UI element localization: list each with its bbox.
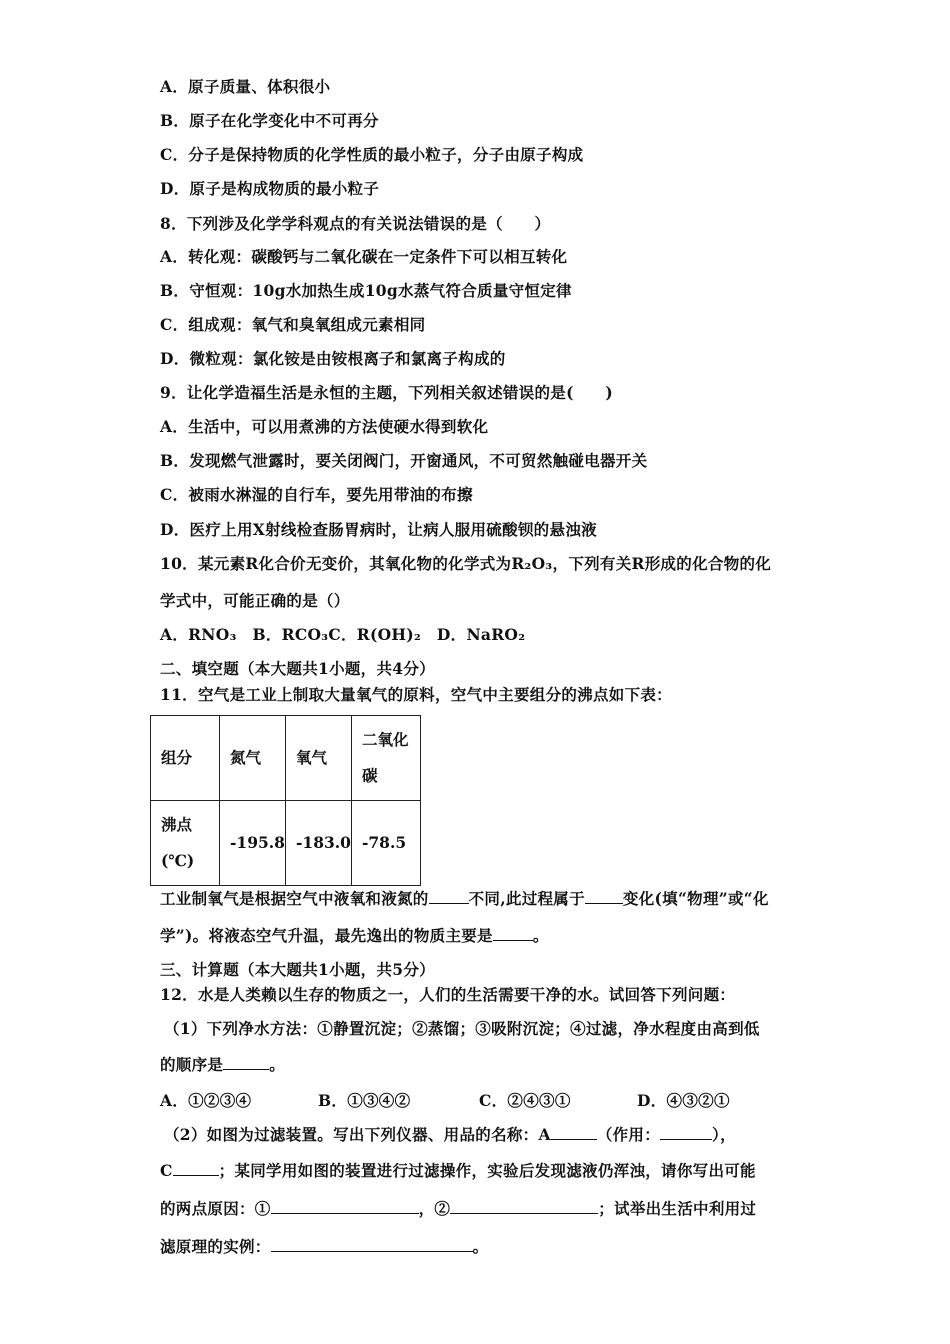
q8-option-d: D．微粒观：氯化铵是由铵根离子和氯离子构成的 [160, 349, 506, 368]
q12-stem: 12．水是人类赖以生存的物质之一，人们的生活需要干净的水。试回答下列问题： [160, 985, 736, 1004]
q12-text: 的顺序是 [160, 1055, 224, 1074]
answer-blank[interactable] [450, 1199, 598, 1214]
q12-text: 。 [472, 1237, 489, 1256]
q8-option-c: C．组成观：氧气和臭氧组成元素相同 [160, 315, 426, 334]
q8-option-a: A．转化观：碳酸钙与二氧化碳在一定条件下可以相互转化 [160, 247, 568, 266]
answer-blank[interactable] [660, 1125, 712, 1140]
q10-stem-line1: 10．某元素R化合价无变价，其氧化物的化学式为R₂O₃，下列有关R形成的化合物的化 [160, 554, 772, 573]
q12-part1-line1: （1）下列净水方法：①静置沉淀；②蒸馏；③吸附沉淀；④过滤，净水程度由高到低 [164, 1019, 760, 1038]
q11-text: 不同,此过程属于 [468, 889, 585, 908]
q11-text: 工业制氧气是根据空气中液氧和液氮的 [160, 889, 429, 908]
q12-option-c: C．②④③① [479, 1091, 571, 1110]
answer-blank[interactable] [271, 1199, 419, 1214]
q12-part1-line2 [160, 1055, 285, 1075]
answer-blank[interactable] [173, 1161, 219, 1176]
q11-line1 [160, 889, 769, 909]
q9-option-d: D．医疗上用X射线检查肠胃病时，让病人服用硫酸钡的悬浊液 [160, 520, 597, 539]
q12-text: ，② [418, 1199, 451, 1218]
table-cell: -195.8 [220, 801, 286, 886]
q12-text: 的两点原因：① [160, 1199, 271, 1218]
q12-option-b: B．①③④② [318, 1091, 411, 1110]
q11-text: 变化(填“物理”或“化 [622, 889, 769, 908]
q11-line2 [160, 926, 549, 946]
q12-text: ）， [712, 1125, 736, 1144]
section-fill-in: 二、填空题（本大题共1小题，共4分） [160, 659, 435, 678]
q12-text: C [160, 1161, 173, 1180]
q7-option-b: B．原子在化学变化中不可再分 [160, 111, 379, 130]
answer-blank[interactable] [493, 926, 533, 941]
answer-blank[interactable] [551, 1125, 597, 1140]
q12-option-d: D．④③②① [637, 1091, 730, 1110]
q12-text: 。 [269, 1055, 286, 1074]
q8-stem: 8．下列涉及化学学科观点的有关说法错误的是（ ） [160, 214, 551, 233]
q11-stem: 11．空气是工业上制取大量氧气的原料，空气中主要组分的沸点如下表： [160, 685, 672, 704]
q12-part1-options [160, 1091, 730, 1111]
section-calculation: 三、计算题（本大题共1小题，共5分） [160, 960, 435, 979]
table-header-row [151, 716, 421, 801]
q12-text: ；某同学用如图的装置进行过滤操作，实验后发现滤液仍浑浊，请你写出可能 [218, 1161, 756, 1180]
q12-part2-line3 [160, 1199, 756, 1219]
q9-option-b: B．发现燃气泄露时，要关闭阀门，开窗通风，不可贸然触碰电器开关 [160, 451, 648, 470]
answer-blank[interactable] [271, 1237, 473, 1252]
answer-blank[interactable] [223, 1055, 269, 1070]
q12-text: ；试举出生活中利用过 [598, 1199, 757, 1218]
table-header-cell: 组分 [151, 716, 220, 801]
table-cell: -78.5 [351, 801, 420, 886]
q12-part2-line2 [160, 1161, 756, 1181]
q10-stem-line2: 学式中，可能正确的是（） [160, 591, 350, 610]
q11-text: 。 [532, 926, 549, 945]
table-row-label: 沸点(℃) [151, 801, 220, 886]
table-cell: -183.0 [285, 801, 351, 886]
answer-blank[interactable] [429, 889, 469, 904]
q7-option-a: A．原子质量、体积很小 [160, 77, 331, 96]
q7-option-d: D．原子是构成物质的最小粒子 [160, 179, 380, 198]
q11-text: 学”)。将液态空气升温，最先逸出的物质主要是 [160, 926, 493, 945]
table-header-cell: 氧气 [285, 716, 351, 801]
table-header-cell: 氮气 [220, 716, 286, 801]
q7-option-c: C．分子是保持物质的化学性质的最小粒子，分子由原子构成 [160, 145, 584, 164]
answer-blank[interactable] [585, 889, 623, 904]
q9-stem: 9．让化学造福生活是永恒的主题，下列相关叙述错误的是( ) [160, 383, 613, 402]
q12-option-a: A．①②③④ [160, 1091, 252, 1110]
table-header-cell: 二氧化碳 [351, 716, 420, 801]
q12-text: （2）如图为过滤装置。写出下列仪器、用品的名称：A [164, 1125, 551, 1144]
q10-options: A．RNO₃ B．RCO₃C．R(OH)₂ D．NaRO₂ [160, 625, 526, 644]
q9-option-c: C．被雨水淋湿的自行车，要先用带油的布擦 [160, 485, 473, 504]
q12-text: 滤原理的实例： [160, 1237, 271, 1256]
boiling-point-table [150, 715, 421, 886]
table-row [151, 801, 421, 886]
q8-option-b: B．守恒观：10g水加热生成10g水蒸气符合质量守恒定律 [160, 281, 572, 300]
q12-text: （作用： [596, 1125, 661, 1144]
q9-option-a: A．生活中，可以用煮沸的方法使硬水得到软化 [160, 417, 489, 436]
q12-part2-line1 [164, 1125, 736, 1145]
q12-part2-line4 [160, 1237, 488, 1257]
